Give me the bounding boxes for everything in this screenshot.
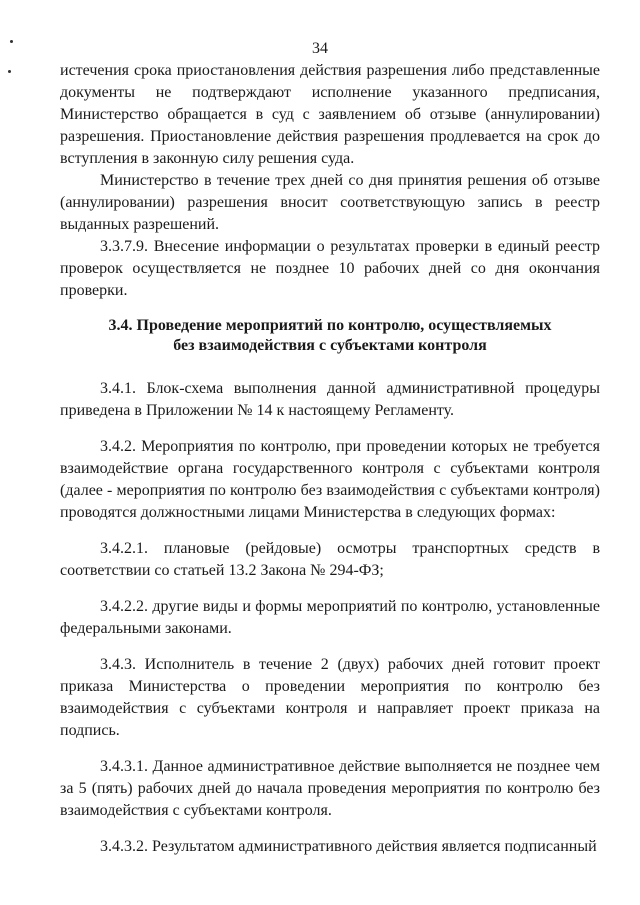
paragraph: 3.4.3.2. Результатом административного действия является подписанный [100,838,597,855]
scan-speck [8,70,11,73]
section-heading-line: без взаимодействия с субъектами контроля [173,337,487,354]
page-number: 34 [312,40,328,57]
paragraph: Министерство в течение трех дней со дня принятия решения об отзыве (аннулировании) разрешения вносит соответствующую запись в реестр выданных разрешений. [60,172,600,233]
paragraph: истечения срока приостановления действия разрешения либо представленные документы не подтверждают исполнение указанного предписания, Министерство обращается в суд с заявлением об отзыве (аннулировании) разрешения. Приостановление действия разрешения продлевается на срок до вступления в законную силу решения суда. [60,62,600,167]
paragraph: 3.4.1. Блок-схема выполнения данной административной процедуры приведена в Приложении № 14 к настоящему Регламенту. [60,380,600,419]
paragraph: 3.4.2.1. плановые (рейдовые) осмотры транспортных средств в соответствии со статьей 13.2 Закона № 294-ФЗ; [60,540,600,579]
paragraph: 3.4.3.1. Данное административное действие выполняется не позднее чем за 5 (пять) рабочих дней до начала проведения мероприятия по контролю без взаимодействия с субъектами контроля. [60,758,600,819]
paragraph: 3.4.2. Мероприятия по контролю, при проведении которых не требуется взаимодействие органа государственного контроля с субъектами контроля (далее - мероприятия по контролю без взаимодействия с субъектами контроля) проводятся должностными лицами Министерства в следующих формах: [60,438,600,521]
section-heading-line: 3.4. Проведение мероприятий по контролю, осуществляемых [108,317,552,334]
paragraph: 3.4.2.2. другие виды и формы мероприятий по контролю, установленные федеральными законами. [60,598,600,637]
paragraph: 3.3.7.9. Внесение информации о результатах проверки в единый реестр проверок осуществляется не позднее 10 рабочих дней со дня окончания проверки. [60,238,600,299]
document-body [60,60,600,858]
paragraph: 3.4.3. Исполнитель в течение 2 (двух) рабочих дней готовит проект приказа Министерства о проведении мероприятия по контролю без взаимодействия с субъектами контроля и направляет проект приказа на подпись. [60,656,600,739]
section-heading [60,316,600,356]
